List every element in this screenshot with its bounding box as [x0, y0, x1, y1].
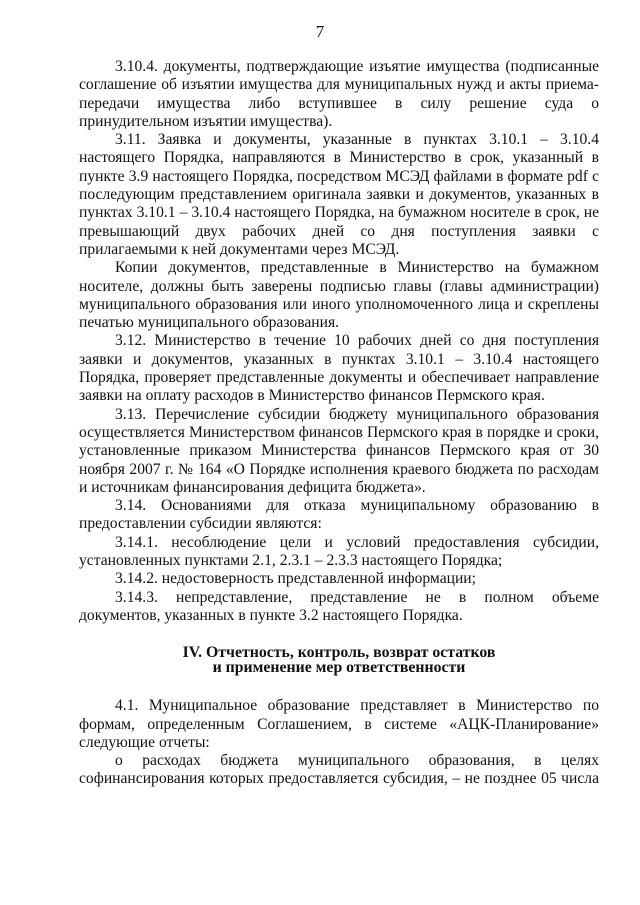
paragraph-3-14-1: 3.14.1. несоблюдение цели и условий предоставления субсидии, установленных пунктами 2.1, 2.3.1 – 2.3.3 настоящего Порядка; [79, 533, 599, 570]
page-number: 7 [315, 22, 325, 41]
paragraph-3-12: 3.12. Министерство в течение 10 рабочих дней со дня поступления заявки и документов, указанных в пунктах 3.10.1 – 3.10.4 настоящего Порядка, проверяет представленные документы и обеспечивает направление заявки на оплату расходов в Министерство финансов Пермского края. [79, 332, 599, 405]
document-body [79, 58, 599, 789]
paragraph-copies: Копии документов, представленные в Министерство на бумажном носителе, должны быть заверены подписью главы (главы администрации) муниципального образования или иного уполномоченного лица и скреплены печатью муниципального образования. [79, 259, 599, 332]
paragraph-reports-expenses: о расходах бюджета муниципального образования, в целях софинансирования которых предоставляется субсидия, – не позднее 05 числа [79, 752, 599, 788]
paragraph-4-1: 4.1. Муниципальное образование представляет в Министерство по формам, определенным Соглашением, в системе «АЦК-Планирование» следующие отчеты: [79, 697, 599, 751]
section-heading-line-2: и применение мер ответственности [212, 659, 466, 677]
section-heading-line-1: IV. Отчетность, контроль, возврат остатков [182, 644, 496, 662]
paragraph-3-14-3: 3.14.3. непредставление, представление не в полном объеме документов, указанных в пункте 3.2 настоящего Порядка. [79, 588, 599, 624]
paragraph-3-14: 3.14. Основаниями для отказа муниципальному образованию в предоставлении субсидии являются: [79, 497, 599, 533]
paragraph-3-10-4: 3.10.4. документы, подтверждающие изъятие имущества (подписанные соглашение об изъятии имущества для муниципальных нужд и акты приема-передачи имущества либо вступившее в силу решение суда о принудительном изъятии имущества). [79, 58, 599, 130]
section-heading [79, 645, 599, 675]
paragraph-3-11: 3.11. Заявка и документы, указанные в пунктах 3.10.1 – 3.10.4 настоящего Порядка, направляются в Министерство в срок, указанный в пункте 3.9 настоящего Порядка, посредством МСЭД файлами в формате pdf с последующим представлением оригинала заявки и документов, указанных в пунктах 3.10.1 – 3.10.4 настоящего Порядка, на бумажном носителе в срок, не превышающий двух рабочих дней со дня поступления заявки с прилагаемыми к ней документами через МСЭД. [79, 131, 599, 258]
paragraph-3-13: 3.13. Перечисление субсидии бюджету муниципального образования осуществляется Министерством финансов Пермского края в порядке и сроки, установленные приказом Министерства финансов Пермского края от 30 ноября 2007 г. № 164 «О Порядке исполнения краевого бюджета по расходам и источникам финансирования дефицита бюджета». [79, 405, 599, 496]
paragraph-3-14-2: 3.14.2. недостоверность представленной информации; [115, 570, 476, 588]
